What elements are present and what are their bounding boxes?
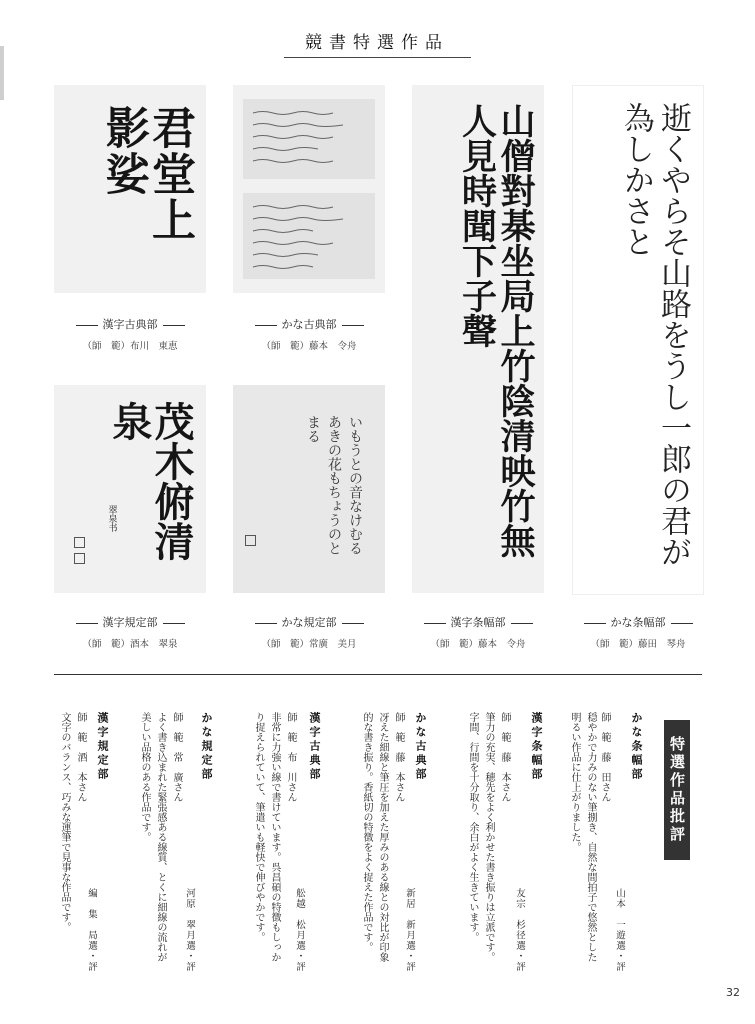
kana-manuscript-strips [233, 85, 385, 293]
review-author: 師 範 布 川さん [285, 712, 296, 802]
review-author: 師 範 常 廣さん [171, 712, 182, 802]
review-body: 冴えた細線と筆圧を加えた厚みのある線との対比が印象的な書き振り。香紙切の特徴をよく捉えた作品です。 [361, 712, 388, 962]
artwork-kana-regulation [233, 385, 385, 593]
artist-signature: 翠泉书 [106, 505, 117, 532]
review-heading: 特選作品批評 [664, 720, 690, 860]
page-number: 32 [726, 986, 740, 999]
review-category: 漢字規定部 [96, 712, 109, 782]
review-category: かな規定部 [200, 712, 213, 782]
artwork-brush-text: 君堂上影娑 [97, 105, 195, 243]
review-category: かな古典部 [414, 712, 427, 782]
review-author: 師 範 酒 本さん [75, 712, 86, 802]
artist-seal [74, 537, 85, 548]
category-caption: かな古典部 [233, 316, 385, 332]
review-reviewer: 河原 翠月選・評 [184, 888, 195, 972]
review-body: よく書き込まれた緊張感ある線質、とくに細線の流れが美しい品格のある作品です。 [139, 712, 166, 962]
category-caption: 漢字規定部 [54, 614, 206, 630]
review-author: 師 範 藤 本さん [499, 712, 510, 802]
page-title: 競書特選作品 [305, 33, 449, 53]
artwork-brush-text: いもうとの音なけむるあきの花もちょうのとまる [305, 415, 363, 555]
review-category: かな条幅部 [630, 712, 643, 782]
category-caption: 漢字条幅部 [402, 614, 554, 630]
review-body: 筆力の充実、穂先をよく利かせた書き振りは立派です。字間、行間を十分取り、余白がよく生きています。 [467, 712, 494, 962]
review-reviewer: 友宗 杉径選・評 [514, 888, 525, 972]
artwork-kanji-regulation [54, 385, 206, 593]
review-reviewer: 舩越 松月選・評 [294, 888, 305, 972]
artwork-kanji-classic [54, 85, 206, 293]
category-caption: かな条幅部 [562, 614, 714, 630]
author-name: （師 範）藤本 令舟 [261, 341, 357, 352]
edge-tab-mark [0, 46, 4, 100]
artwork-brush-text: 山僧對棊坐局上竹陰清映竹無人見時聞下子聲 [456, 103, 536, 558]
artwork-brush-text: 逝くやらそ山路をうし一郎の君が為しかさと [617, 102, 691, 567]
artwork-brush-text: 茂木俯清泉 [106, 401, 195, 561]
artist-seal [245, 535, 256, 546]
author-name: （師 範）藤田 琴舟 [590, 639, 686, 650]
author-name: （師 範）布川 東恵 [82, 341, 178, 352]
review-body: 文字のバランス、巧みな運筆で見事な作品です。 [59, 712, 70, 932]
review-category: 漢字条幅部 [530, 712, 543, 782]
category-caption: 漢字古典部 [54, 316, 206, 332]
review-body: 穏やかで力みのない筆捌き、自然な間拍子で悠然とした明るい作品に仕上がりました。 [569, 712, 596, 962]
author-name: （師 範）藤本 令舟 [430, 639, 526, 650]
review-reviewer: 新居 新月選・評 [404, 888, 415, 972]
review-body: 非常に力強い線で書けています。呉昌碩の特徴もしっかり捉えられていて、筆遣いも軽快で伸びやかです。 [253, 712, 280, 962]
review-reviewer: 編 集 局選・評 [86, 888, 97, 972]
category-caption: かな規定部 [233, 614, 385, 630]
artist-seal [74, 553, 85, 564]
review-category: 漢字古典部 [308, 712, 321, 782]
title-underline [284, 57, 471, 58]
author-name: （師 範）常廣 美月 [261, 639, 357, 650]
section-divider [54, 674, 702, 675]
artwork-kana-classic [233, 85, 385, 293]
review-author: 師 範 藤 田さん [599, 712, 610, 802]
artwork-kanji-scroll [412, 85, 544, 593]
artwork-kana-scroll [572, 85, 704, 595]
review-author: 師 範 藤 本さん [393, 712, 404, 802]
author-name: （師 範）酒本 翠泉 [82, 639, 178, 650]
review-reviewer: 山本 一遊選・評 [614, 888, 625, 972]
